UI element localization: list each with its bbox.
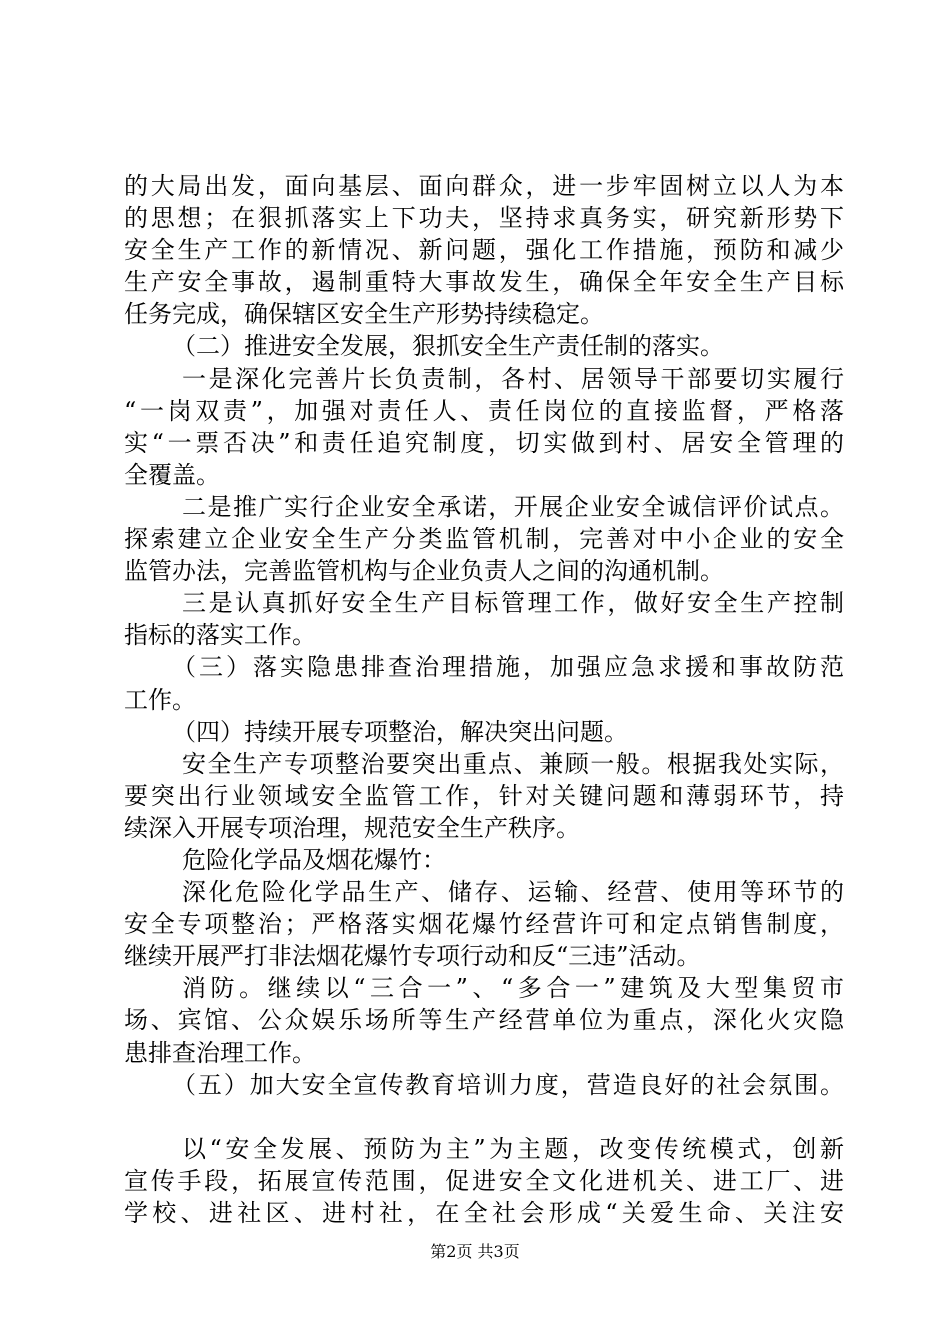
text-line: 二是推广实行企业安全承诺，开展企业安全诚信评价试点。: [182, 492, 844, 521]
text-line: 任务完成，确保辖区安全生产形势持续稳定。: [124, 300, 604, 329]
document-body: [124, 170, 844, 1229]
section-heading: （四）持续开展专项整治，解决突出问题。: [172, 717, 628, 746]
page-number-footer: 第2页 共3页: [430, 1242, 520, 1261]
text-line: 安全专项整治；严格落实烟花爆竹经营许可和定点销售制度，: [124, 910, 844, 939]
text-line: 的大局出发，面向基层、面向群众，进一步牢固树立以人为本: [124, 172, 844, 200]
text-line: 全覆盖。: [124, 460, 220, 489]
text-line: 场、宾馆、公众娱乐场所等生产经营单位为重点，深化火灾隐: [124, 1006, 844, 1035]
text-line: 工作。: [124, 685, 196, 714]
text-line: “一岗双责”，加强对责任人、责任岗位的直接监督，严格落: [124, 396, 844, 425]
text-line: 一是深化完善片长负责制，各村、居领导干部要切实履行: [182, 364, 844, 393]
section-heading: （三）落实隐患排查治理措施，加强应急求援和事故防范: [172, 653, 844, 682]
text-line: 以“安全发展、预防为主”为主题，改变传统模式，创新: [182, 1134, 844, 1163]
text-line: 安全生产工作的新情况、新问题，强化工作措施，预防和减少: [124, 236, 844, 265]
text-line: 安全生产专项整治要突出重点、兼顾一般。根据我处实际，: [182, 749, 844, 778]
text-line: 实“一票否决”和责任追究制度，切实做到村、居安全管理的: [124, 428, 844, 457]
text-line: 监管办法，完善监管机构与企业负责人之间的沟通机制。: [124, 557, 724, 586]
text-line: 的思想；在狠抓落实上下功夫，坚持求真务实，研究新形势下: [124, 204, 844, 233]
text-line: 探索建立企业安全生产分类监管机制，完善对中小企业的安全: [124, 525, 844, 554]
text-line: 指标的落实工作。: [124, 621, 316, 650]
text-line: 深化危险化学品生产、储存、运输、经营、使用等环节的: [182, 878, 844, 907]
text-line: 患排查治理工作。: [124, 1038, 316, 1067]
text-line: 生产安全事故，遏制重特大事故发生，确保全年安全生产目标: [124, 268, 844, 297]
text-line: 三是认真抓好安全生产目标管理工作，做好安全生产控制: [182, 589, 844, 618]
text-line: 学校、进社区、进村社，在全社会形成“关爱生命、关注安: [124, 1198, 844, 1227]
subheading-line: 危险化学品及烟花爆竹：: [182, 845, 446, 874]
text-line: 续深入开展专项治理，规范安全生产秩序。: [124, 813, 580, 842]
blank-line: [124, 1101, 844, 1133]
section-heading: （五）加大安全宣传教育培训力度，营造良好的社会氛围。: [172, 1070, 844, 1099]
section-heading: （二）推进安全发展，狠抓安全生产责任制的落实。: [172, 332, 724, 361]
text-line: 继续开展严打非法烟花爆竹专项行动和反“三违”活动。: [124, 942, 701, 971]
text-line: 消防。继续以“三合一”、“多合一”建筑及大型集贸市: [182, 974, 844, 1003]
text-line: 要突出行业领域安全监管工作，针对关键问题和薄弱环节，持: [124, 781, 844, 810]
text-line: 宣传手段，拓展宣传范围，促进安全文化进机关、进工厂、进: [124, 1166, 844, 1195]
